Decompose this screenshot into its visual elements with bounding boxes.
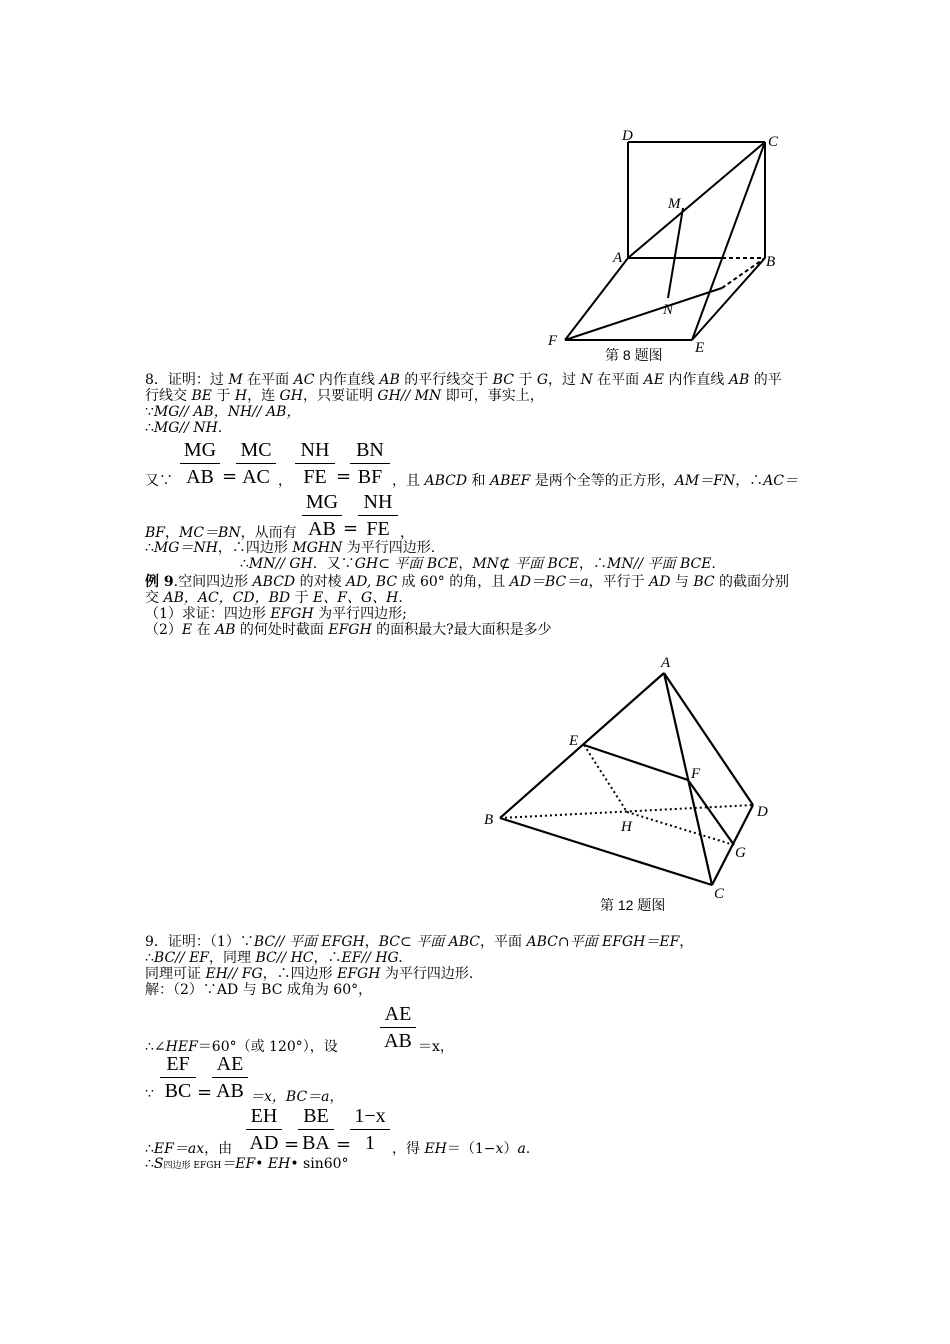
example9-question1: （1）求证：四边形 EFGH 为平行四边形; [145,606,407,622]
proof9-line3: 同理可证 EH// FG，∴四边形 EFGH 为平行四边形. [145,966,474,982]
proof8-line5-rest: ，且 ABCD 和 ABEF 是两个全等的正方形，AM＝FN，∴AC＝ [392,473,799,489]
figure-8-diagram [540,120,800,370]
comma: ， [400,525,414,541]
fraction-BN-BF: BN BF [350,438,390,489]
fig12-caption: 第 12 题图 [600,897,666,913]
proof9-line2: ∴BC// EF，同理 BC// HC，∴EF// HG. [145,950,403,966]
proof9-line1: 9．证明：（1）∵BC// 平面 EFGH，BC⊂ 平面 ABC，平面 ABC∩平面 EFGH＝EF， [145,934,694,950]
equals-sign: = [222,466,238,487]
proof9-set-x: ＝x， [418,1039,454,1055]
equals-sign: = [336,466,352,487]
fraction-1mx-1: 1−x 1 [350,1104,390,1155]
equals-sign: = [343,518,359,539]
proof9-line7-start: ∴EF＝ax，由 [145,1141,233,1157]
equals-sign: = [197,1082,213,1103]
fig8-label-F: F [548,333,558,349]
fig12-label-A: A [661,655,671,671]
proof9-line6-rest: ＝x，BC＝a， [250,1089,344,1105]
fig8-label-E: E [695,340,705,356]
fraction-BE-BA: BE BA [298,1104,334,1155]
equals-sign: = [284,1134,300,1155]
fraction-AE-AB: AE AB [380,1002,416,1053]
proof9-line8: ∴S四边形 EFGH＝EF• EH• sin60° [145,1156,349,1172]
proof8-line3: ∵MG// AB，NH// AB， [145,404,301,420]
fig8-caption: 第 8 题图 [605,347,663,363]
proof8-line2: 行线交 BE 于 H，连 GH，只要证明 GH// MN 即可，事实上， [145,388,544,404]
proof8-you-since: 又∵ [145,473,173,489]
fig12-label-B: B [484,812,494,828]
proof9-line4: 解：（2）∵AD 与 BC 成角为 60°， [145,982,373,998]
fig8-label-M: M [668,196,681,212]
fraction-MC-AC: MC AC [236,438,276,489]
equals-sign: = [336,1134,352,1155]
fig12-label-C: C [714,886,725,902]
fig8-label-B: B [766,254,776,270]
proof8-line4: ∴MG// NH. [145,420,223,436]
proof8-line1: 8．证明：过 M 在平面 AC 内作直线 AB 的平行线交于 BC 于 G，过 N 在平面 AE 内作直线 AB 的平 [145,372,782,388]
example9-line1: 例 9.空间四边形 ABCD 的对棱 AD, BC 成 60° 的角，且 AD＝BC＝a，平行于 AD 与 BC 的截面分别 [145,574,790,590]
fraction-AE-AB-2: AE AB [212,1052,248,1103]
proof8-line8: ∴MN// GH．又∵GH⊂ 平面 BCE，MN⊄ 平面 BCE，∴MN// 平面 BCE. [240,556,716,572]
fraction-NH-FE-2: NH FE [358,490,398,541]
fig12-label-F: F [691,766,701,782]
fig8-label-D: D [622,128,633,144]
fig12-label-G: G [735,845,746,861]
fig8-label-A: A [613,250,623,266]
because-sign: ∵ [145,1086,154,1102]
fraction-MG-AB: MG AB [180,438,220,489]
figure-12-diagram [480,650,780,920]
fig12-label-H: H [621,819,632,835]
fraction-EF-BC: EF BC [160,1052,196,1103]
comma: ， [278,473,292,489]
fraction-MG-AB-2: MG AB [302,490,342,541]
proof8-line6: BF，MC＝BN，从而有 [145,525,297,541]
example9-question2: （2）E 在 AB 的何处时截面 EFGH 的面积最大?最大面积是多少 [145,622,552,638]
example9-line2: 交 AB，AC，CD，BD 于 E、F、G、H. [145,590,403,606]
proof9-line7-rest: ，得 EH＝（1−x）a. [392,1141,531,1157]
fig8-label-C: C [768,134,779,150]
fig12-label-D: D [757,804,768,820]
proof8-line7: ∴MG＝NH，∴四边形 MGHN 为平行四边形. [145,540,436,556]
proof9-line5: ∴∠HEF＝60°（或 120°），设 [145,1039,338,1055]
fraction-NH-FE: NH FE [295,438,335,489]
fraction-EH-AD: EH AD [246,1104,282,1155]
fig12-label-E: E [569,733,579,749]
fig8-label-N: N [663,302,674,318]
